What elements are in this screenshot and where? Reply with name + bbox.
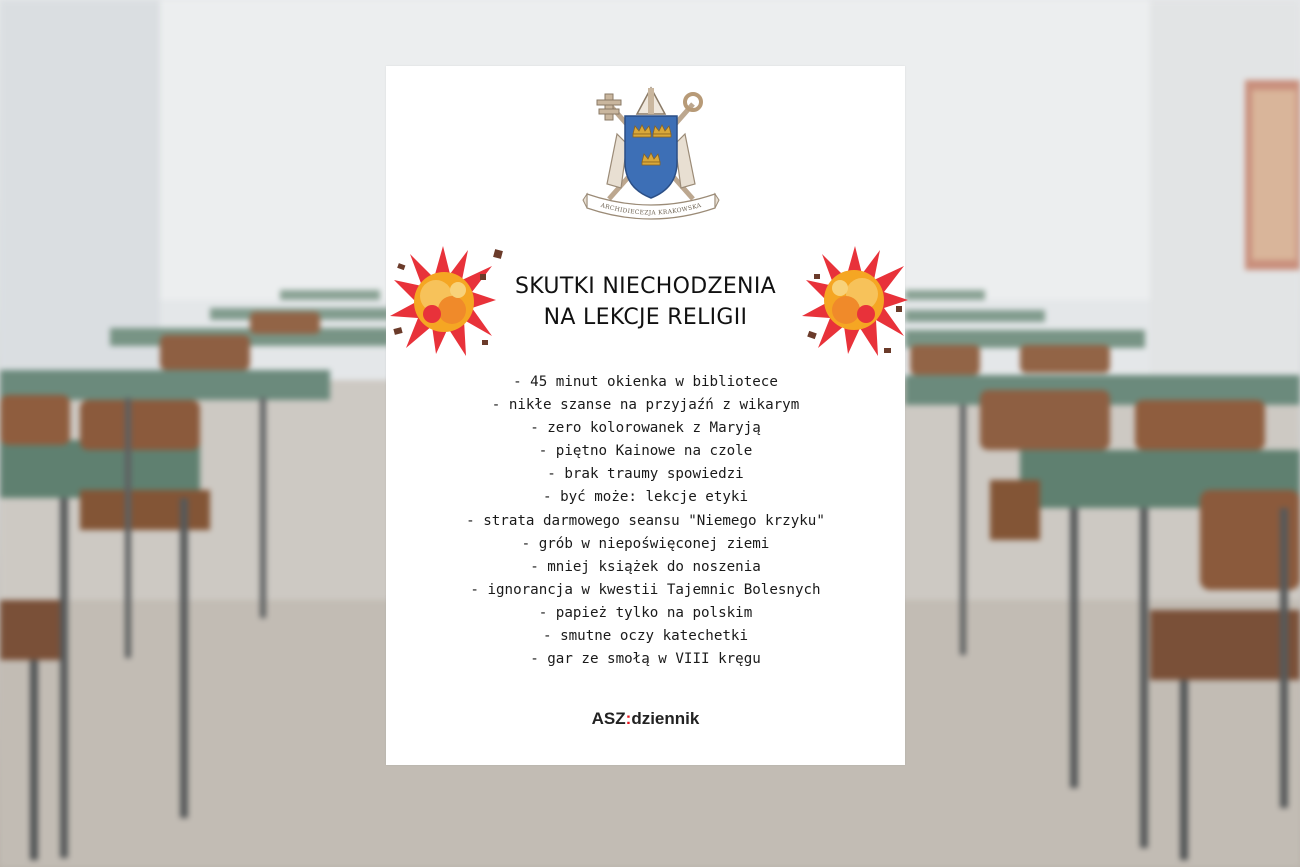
debris-icon — [493, 249, 505, 261]
list-item: - piętno Kainowe na czole — [538, 443, 753, 460]
list-item: - smutne oczy katechetki — [543, 628, 748, 645]
list-item: - być może: lekcje etyki — [543, 489, 748, 506]
poster-title-line-1: SKUTKI NIECHODZENIA — [515, 274, 776, 299]
list-item: - papież tylko na polskim — [538, 604, 753, 621]
poster — [386, 66, 905, 765]
crest-banner-text: ARCHIDIECEZJA KRAKOWSKA — [599, 201, 703, 217]
brand-logo-right: dziennik — [631, 709, 700, 728]
list-item: - nikłe szanse na przyjaźń z wikarym — [491, 397, 800, 414]
list-item: - grób w niepoświęconej ziemi — [521, 535, 770, 552]
list-item: - brak traumy spowiedzi — [547, 466, 744, 483]
list-item: - mniej książek do noszenia — [530, 558, 761, 575]
list-item: - gar ze smołą w VIII kręgu — [530, 651, 761, 668]
list-item: - ignorancja w kwestii Tajemnic Bolesnych — [470, 581, 821, 598]
consequences-list — [386, 371, 905, 671]
list-item: - strata darmowego seansu "Niemego krzyku" — [466, 512, 825, 529]
brand-logo-left: ASZ — [591, 709, 626, 728]
brand-logo-colon: : — [625, 709, 632, 728]
list-item: - zero kolorowanek z Maryją — [530, 420, 761, 437]
list-item: - 45 minut okienka w bibliotece — [513, 374, 778, 390]
archdiocese-crest-icon — [581, 84, 721, 224]
brand-logo — [386, 709, 905, 729]
poster-title-line-2: NA LEKCJE RELIGII — [543, 305, 748, 330]
poster-title — [386, 271, 905, 333]
